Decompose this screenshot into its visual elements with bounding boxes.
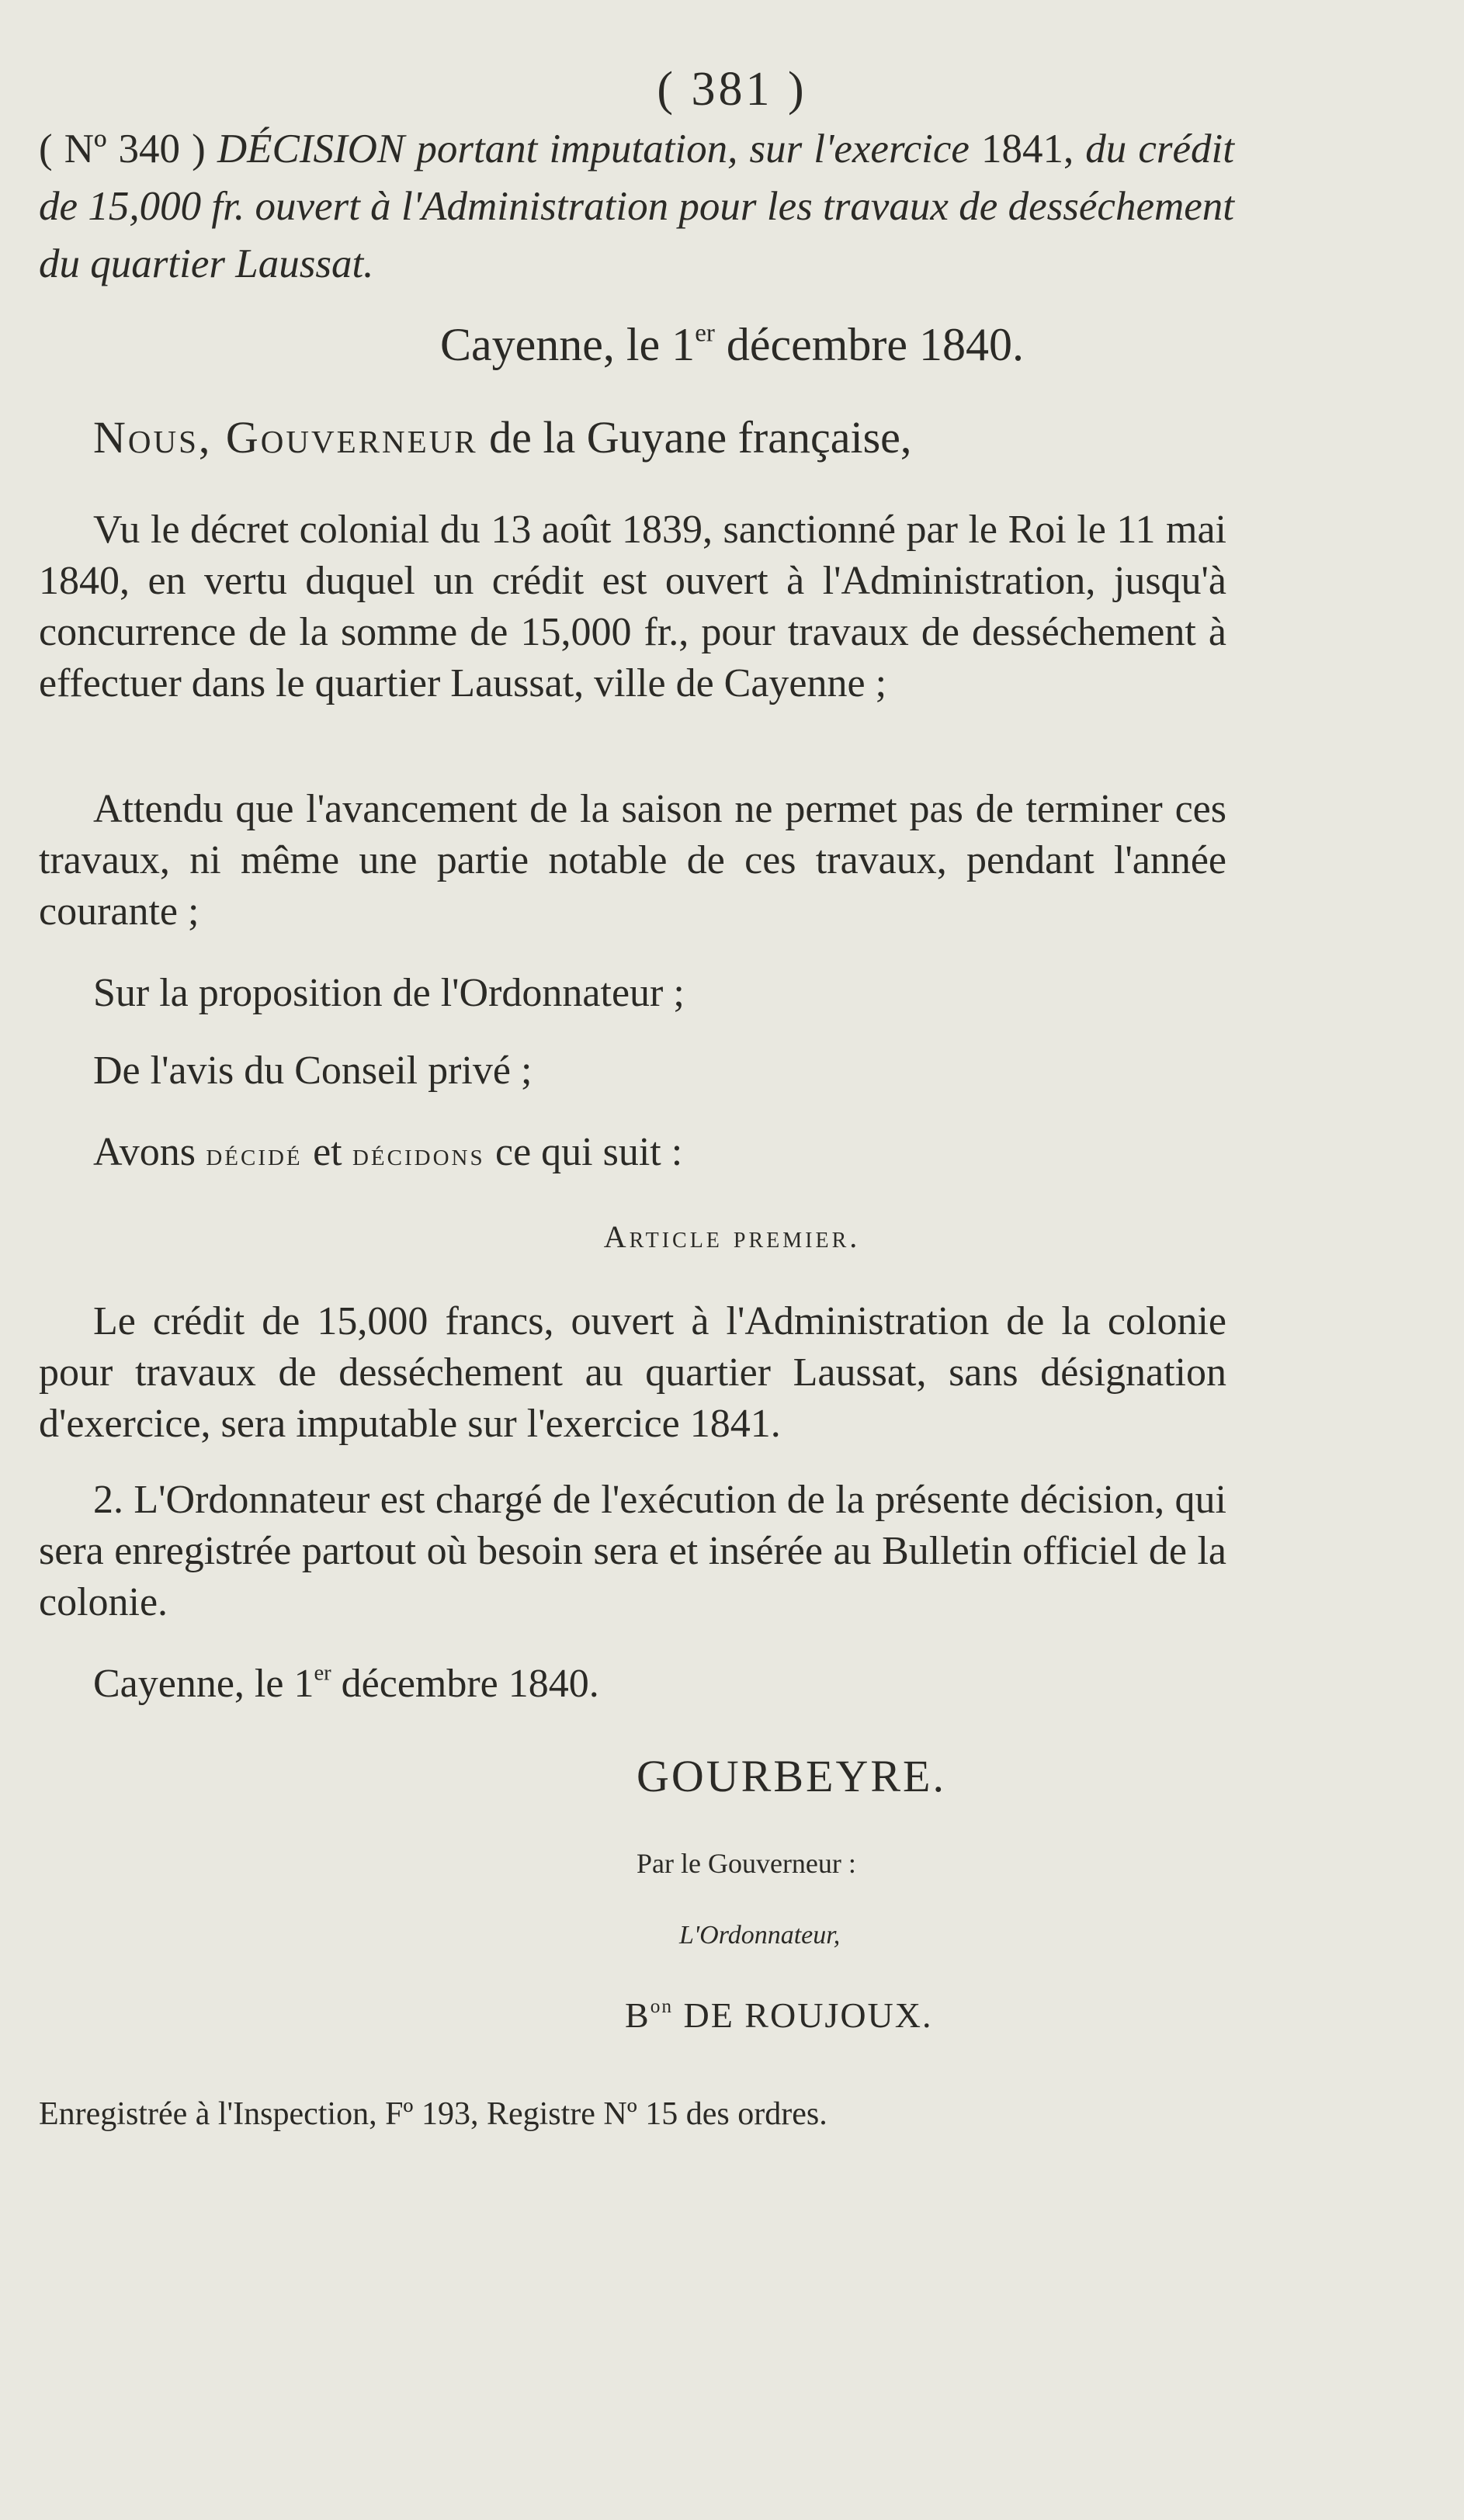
closing-date-rest: décembre 1840. xyxy=(331,1662,599,1706)
par-le-gouverneur: Par le Gouverneur : xyxy=(637,1848,856,1879)
dateline-rest: décembre 1840. xyxy=(714,319,1025,370)
decide-decidons: décidons xyxy=(342,1136,496,1172)
decision-title-rest: du crédit de 15,000 fr. ouvert à l'Administration pour les travaux de desséchement du quartier Laussat. xyxy=(39,127,1235,286)
preamble-rest: de la Guyane française, xyxy=(477,412,912,463)
governor-signature: GOURBEYRE. xyxy=(637,1751,946,1801)
decide-rest: ce qui suit : xyxy=(495,1130,683,1174)
decide-et: et xyxy=(313,1130,342,1174)
dateline-place: Cayenne, le 1 xyxy=(439,319,696,370)
decision-number: ( Nº 340 ) xyxy=(39,127,206,172)
closing-date xyxy=(93,1661,599,1707)
considerant-attendu: Attendu que l'avancement de la saison ne permet pas de terminer ces travaux, ni même une partie notable de ces travaux, pendant l'année courante ; xyxy=(39,787,1226,934)
decision-year: 1841, xyxy=(980,127,1074,172)
registration-note: Enregistrée à l'Inspection, Fº 193, Registre Nº 15 des ordres. xyxy=(39,2096,827,2132)
baron-prefix: B xyxy=(625,1995,650,2035)
baron-signature xyxy=(625,1995,932,2036)
article-2: 2. L'Ordonnateur est chargé de l'exécution de la présente décision, qui sera enregistrée partout où besoin sera et insérée au Bulletin officiel de la colonie. xyxy=(39,1478,1226,1624)
dateline-sup: er xyxy=(695,319,715,348)
preamble-lead: Nous, Gouverneur xyxy=(93,412,478,463)
preamble xyxy=(93,411,911,463)
decide-avons: Avons xyxy=(93,1130,196,1174)
decision-header xyxy=(39,120,1234,293)
decision-title: DÉCISION portant imputation, sur l'exercice xyxy=(217,127,981,172)
closing-date-sup: er xyxy=(314,1661,331,1686)
baron-name: DE ROUJOUX. xyxy=(672,1995,933,2035)
avis-line: De l'avis du Conseil privé ; xyxy=(93,1049,533,1093)
dateline xyxy=(0,318,1464,372)
proposition-line: Sur la proposition de l'Ordonnateur ; xyxy=(93,971,685,1015)
article-heading: Article premier. xyxy=(603,1219,861,1254)
decide-line xyxy=(93,1129,682,1175)
closing-date-place: Cayenne, le 1 xyxy=(93,1662,314,1706)
decide-decide: décidé xyxy=(195,1136,314,1172)
article-1: Le crédit de 15,000 francs, ouvert à l'Administration de la colonie pour travaux de desséchement au quartier Laussat, sans désignation d'exercice, sera imputable sur l'exercice 1841. xyxy=(39,1299,1226,1446)
baron-sup: on xyxy=(650,1995,673,2018)
considerant-vu: Vu le décret colonial du 13 août 1839, sanctionné par le Roi le 11 mai 1840, en vertu duquel un crédit est ouvert à l'Administration, jusqu'à concurrence de la somme de 15,000 fr., pour travaux de desséchement à effectuer dans le quartier Laussat, ville de Cayenne ; xyxy=(39,508,1226,705)
ordonnateur-title: L'Ordonnateur, xyxy=(679,1921,841,1950)
page-number: ( 381 ) xyxy=(657,63,807,116)
